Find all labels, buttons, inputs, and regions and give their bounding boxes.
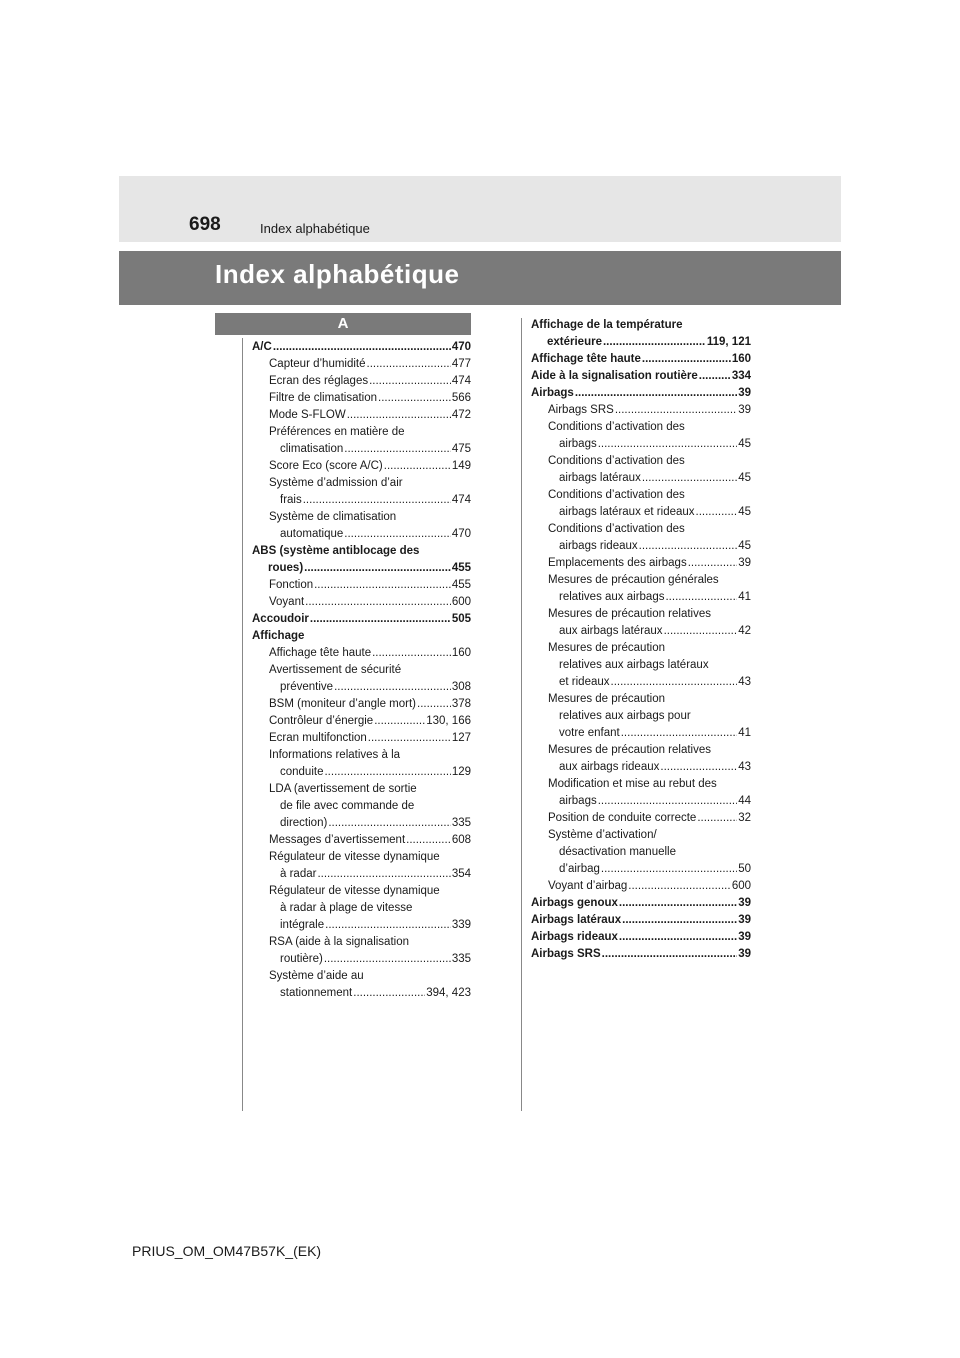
index-entry	[252, 934, 471, 968]
page-reference[interactable]: 378	[451, 698, 471, 710]
entry-text: relatives aux airbags	[559, 591, 665, 603]
dot-leader	[324, 764, 450, 781]
page-reference[interactable]: 600	[731, 880, 751, 892]
index-entry	[531, 742, 751, 776]
entry-text: frais	[280, 494, 302, 506]
page-reference[interactable]: 43	[738, 761, 751, 773]
page-reference[interactable]: 127	[451, 732, 471, 744]
index-column-right	[531, 317, 751, 963]
index-entry	[252, 713, 471, 730]
dot-leader	[688, 555, 737, 572]
index-entry	[531, 385, 751, 402]
index-entry	[252, 543, 471, 577]
dot-leader	[639, 538, 738, 555]
entry-text: votre enfant	[559, 727, 620, 739]
entry-text: Airbags latéraux	[531, 914, 622, 926]
entry-text: airbags rideaux	[559, 540, 638, 552]
entry-text: à radar à plage de vitesse	[280, 902, 413, 914]
entry-text: Mode S-FLOW	[269, 409, 346, 421]
dot-leader	[344, 441, 451, 458]
entry-text: Messages d’avertissement	[269, 834, 406, 846]
entry-text: Mesures de précaution	[548, 642, 665, 654]
page-reference[interactable]: 39	[738, 897, 751, 909]
dot-leader	[598, 436, 737, 453]
section-title: Index alphabétique	[260, 221, 370, 236]
index-entry	[531, 895, 751, 912]
entry-text: et rideaux	[559, 676, 610, 688]
entry-text: Préférences en matière de	[269, 426, 405, 438]
entry-text: Affichage de la température	[531, 319, 683, 331]
entry-text: intégrale	[280, 919, 325, 931]
column-divider-left	[242, 338, 243, 1111]
dot-leader	[353, 985, 425, 1002]
index-entry	[252, 628, 471, 645]
index-entry	[252, 696, 471, 713]
entry-text: Modification et mise au rebut des	[548, 778, 717, 790]
dot-leader	[347, 407, 451, 424]
entry-text: Mesures de précaution	[548, 693, 665, 705]
index-entry	[252, 645, 471, 662]
index-entry	[531, 555, 751, 572]
entry-text: roues)	[268, 562, 304, 574]
dot-leader	[628, 878, 731, 895]
dot-leader	[344, 526, 451, 543]
entry-text: automatique	[280, 528, 344, 540]
page-reference[interactable]: 45	[738, 472, 751, 484]
dot-leader	[615, 402, 737, 419]
dot-leader	[374, 713, 425, 730]
dot-leader	[368, 730, 451, 747]
index-entry	[252, 730, 471, 747]
entry-text: Ecran multifonction	[269, 732, 367, 744]
page-reference[interactable]: 41	[738, 591, 751, 603]
index-entry	[252, 781, 471, 832]
entry-text: Mesures de précaution relatives	[548, 744, 711, 756]
dot-leader	[310, 611, 451, 628]
entry-text: aux airbags latéraux	[559, 625, 663, 637]
page-reference[interactable]: 505	[451, 613, 471, 625]
dot-leader	[325, 917, 451, 934]
index-entry	[252, 390, 471, 407]
page-reference[interactable]: 43	[738, 676, 751, 688]
index-entry	[531, 572, 751, 606]
entry-text: Conditions d’activation des	[548, 421, 685, 433]
index-entry	[531, 368, 751, 385]
page-reference[interactable]: 39	[738, 948, 751, 960]
index-entry	[531, 878, 751, 895]
page-reference[interactable]: 41	[738, 727, 751, 739]
entry-text: Mesures de précaution générales	[548, 574, 719, 586]
index-entry	[252, 832, 471, 849]
entry-text: Emplacements des airbags	[548, 557, 687, 569]
page-reference[interactable]: 119, 121	[706, 336, 751, 348]
index-entry	[531, 351, 751, 368]
index-entry	[531, 606, 751, 640]
entry-text: Airbags SRS	[531, 948, 601, 960]
page-reference[interactable]: 39	[738, 931, 751, 943]
entry-text: relatives aux airbags pour	[559, 710, 691, 722]
page-reference[interactable]: 39	[738, 557, 751, 569]
entry-text: à radar	[280, 868, 317, 880]
index-entry	[531, 317, 751, 351]
page-reference[interactable]: 42	[738, 625, 751, 637]
dot-leader	[664, 623, 738, 640]
page-reference[interactable]: 455	[451, 562, 471, 574]
index-entry	[531, 640, 751, 691]
index-entry	[531, 776, 751, 810]
entry-text: désactivation manuelle	[559, 846, 676, 858]
entry-text: Contrôleur d’énergie	[269, 715, 374, 727]
page-reference[interactable]: 32	[738, 812, 751, 824]
dot-leader	[602, 946, 738, 963]
entry-text: Informations relatives à la	[269, 749, 401, 761]
dot-leader	[303, 492, 451, 509]
entry-text: routière)	[280, 953, 323, 965]
entry-text: Ecran des réglages	[269, 375, 369, 387]
index-entry	[252, 509, 471, 543]
dot-leader	[305, 594, 451, 611]
entry-text: Aide à la signalisation routière	[531, 370, 698, 382]
entry-text: Voyant d’airbag	[548, 880, 628, 892]
dot-leader	[642, 351, 731, 368]
entry-text: direction)	[280, 817, 328, 829]
dot-leader	[367, 356, 451, 373]
entry-text: climatisation	[280, 443, 344, 455]
letter-heading: A	[215, 313, 471, 335]
index-entry	[252, 849, 471, 883]
dot-leader	[328, 815, 451, 832]
page-reference[interactable]: 160	[731, 353, 751, 365]
column-divider-right	[521, 318, 522, 1111]
entry-text: relatives aux airbags latéraux	[559, 659, 709, 671]
dot-leader	[665, 589, 737, 606]
index-entry	[531, 453, 751, 487]
index-entry	[531, 487, 751, 521]
entry-text: d’airbag	[559, 863, 600, 875]
page-reference[interactable]: 474	[451, 494, 471, 506]
index-entry	[531, 419, 751, 453]
index-entry	[531, 827, 751, 878]
page-reference[interactable]: 45	[738, 506, 751, 518]
index-entry	[252, 883, 471, 934]
dot-leader	[696, 504, 738, 521]
index-entry	[252, 747, 471, 781]
page-reference[interactable]: 160	[451, 647, 471, 659]
entry-text: préventive	[280, 681, 334, 693]
page-reference[interactable]: 39	[738, 914, 751, 926]
dot-leader	[697, 810, 737, 827]
index-entry	[252, 407, 471, 424]
entry-text: Conditions d’activation des	[548, 523, 685, 535]
dot-leader	[417, 696, 451, 713]
page-reference[interactable]: 470	[451, 341, 471, 353]
index-entry	[252, 424, 471, 458]
page-reference[interactable]: 475	[451, 443, 471, 455]
entry-text: Système d’activation/	[548, 829, 657, 841]
page-reference[interactable]: 50	[738, 863, 751, 875]
page-reference[interactable]: 334	[731, 370, 751, 382]
dot-leader	[369, 373, 451, 390]
page-reference[interactable]: 130, 166	[426, 715, 471, 727]
dot-leader	[324, 951, 451, 968]
page-reference[interactable]: 470	[451, 528, 471, 540]
page-reference[interactable]: 308	[451, 681, 471, 693]
page-reference[interactable]: 566	[451, 392, 471, 404]
dot-leader	[699, 368, 731, 385]
entry-text: Système d’admission d’air	[269, 477, 403, 489]
page-reference[interactable]: 335	[451, 953, 471, 965]
dot-leader	[334, 679, 451, 696]
index-entry	[531, 912, 751, 929]
entry-text: Affichage	[252, 630, 305, 642]
index-entry	[252, 968, 471, 1002]
entry-text: airbags	[559, 438, 597, 450]
page-reference[interactable]: 149	[451, 460, 471, 472]
index-entry	[531, 929, 751, 946]
dot-leader	[611, 674, 738, 691]
entry-text: Capteur d’humidité	[269, 358, 366, 370]
page-reference[interactable]: 39	[738, 404, 751, 416]
entry-text: airbags	[559, 795, 597, 807]
entry-text: extérieure	[547, 336, 602, 348]
entry-text: Avertissement de sécurité	[269, 664, 402, 676]
dot-leader	[598, 793, 737, 810]
index-entry	[252, 662, 471, 696]
entry-text: Airbags genoux	[531, 897, 618, 909]
entry-text: Mesures de précaution relatives	[548, 608, 711, 620]
entry-text: airbags latéraux	[559, 472, 641, 484]
page-reference[interactable]: 129	[451, 766, 471, 778]
entry-text: Airbags SRS	[548, 404, 614, 416]
entry-text: Conditions d’activation des	[548, 455, 685, 467]
index-entry	[531, 946, 751, 963]
entry-text: Fonction	[269, 579, 314, 591]
page-reference[interactable]: 335	[451, 817, 471, 829]
index-column-left	[252, 339, 471, 1002]
index-entry	[252, 458, 471, 475]
page-reference[interactable]: 339	[451, 919, 471, 931]
entry-text: Airbags	[531, 387, 574, 399]
entry-text: aux airbags rideaux	[559, 761, 660, 773]
index-entry	[252, 577, 471, 594]
entry-text: conduite	[280, 766, 324, 778]
dot-leader	[660, 759, 737, 776]
page-reference[interactable]: 39	[738, 387, 751, 399]
page-reference[interactable]: 472	[451, 409, 471, 421]
page-reference[interactable]: 354	[451, 868, 471, 880]
dot-leader	[642, 470, 737, 487]
document-footer: PRIUS_OM_OM47B57K_(EK)	[132, 1243, 322, 1259]
entry-text: de file avec commande de	[280, 800, 415, 812]
dot-leader	[406, 832, 451, 849]
page-reference[interactable]: 474	[451, 375, 471, 387]
index-entry	[252, 475, 471, 509]
dot-leader	[378, 390, 451, 407]
entry-text: Position de conduite correcte	[548, 812, 697, 824]
page-number: 698	[189, 214, 221, 235]
entry-text: Affichage tête haute	[531, 353, 641, 365]
dot-leader	[622, 912, 737, 929]
dot-leader	[575, 385, 737, 402]
entry-text: BSM (moniteur d’angle mort)	[269, 698, 416, 710]
entry-text: RSA (aide à la signalisation	[269, 936, 409, 948]
index-entry	[531, 521, 751, 555]
index-entry	[252, 373, 471, 390]
entry-text: A/C	[252, 341, 272, 353]
dot-leader	[601, 861, 737, 878]
entry-text: Filtre de climatisation	[269, 392, 378, 404]
index-entry	[531, 402, 751, 419]
dot-leader	[304, 560, 451, 577]
index-entry	[531, 810, 751, 827]
entry-text: LDA (avertissement de sortie	[269, 783, 417, 795]
page-title: Index alphabétique	[215, 259, 460, 289]
dot-leader	[619, 929, 737, 946]
entry-text: stationnement	[280, 987, 353, 999]
header-band	[119, 176, 841, 242]
entry-text: Conditions d’activation des	[548, 489, 685, 501]
entry-text: Accoudoir	[252, 613, 309, 625]
index-entry	[531, 691, 751, 742]
page-reference[interactable]: 44	[738, 795, 751, 807]
dot-leader	[372, 645, 451, 662]
dot-leader	[314, 577, 451, 594]
dot-leader	[621, 725, 737, 742]
page-reference[interactable]: 600	[451, 596, 471, 608]
entry-text: airbags latéraux et rideaux	[559, 506, 695, 518]
index-entry	[252, 356, 471, 373]
dot-leader	[273, 339, 451, 356]
index-entry	[252, 339, 471, 356]
entry-text: Score Eco (score A/C)	[269, 460, 383, 472]
page-reference[interactable]: 477	[451, 358, 471, 370]
entry-text: Airbags rideaux	[531, 931, 618, 943]
dot-leader	[603, 334, 706, 351]
page-reference[interactable]: 45	[738, 438, 751, 450]
dot-leader	[619, 895, 737, 912]
index-entry	[252, 611, 471, 628]
entry-text: Affichage tête haute	[269, 647, 372, 659]
page-reference[interactable]: 45	[738, 540, 751, 552]
dot-leader	[384, 458, 451, 475]
dot-leader	[317, 866, 450, 883]
entry-text: Régulateur de vitesse dynamique	[269, 885, 440, 897]
entry-text: Système d’aide au	[269, 970, 364, 982]
page-reference[interactable]: 394, 423	[426, 987, 471, 999]
page-reference[interactable]: 608	[451, 834, 471, 846]
entry-text: Système de climatisation	[269, 511, 397, 523]
index-entry	[252, 594, 471, 611]
page-reference[interactable]: 455	[451, 579, 471, 591]
entry-text: Régulateur de vitesse dynamique	[269, 851, 440, 863]
entry-text: Voyant	[269, 596, 305, 608]
entry-text: ABS (système antiblocage des	[252, 545, 420, 557]
